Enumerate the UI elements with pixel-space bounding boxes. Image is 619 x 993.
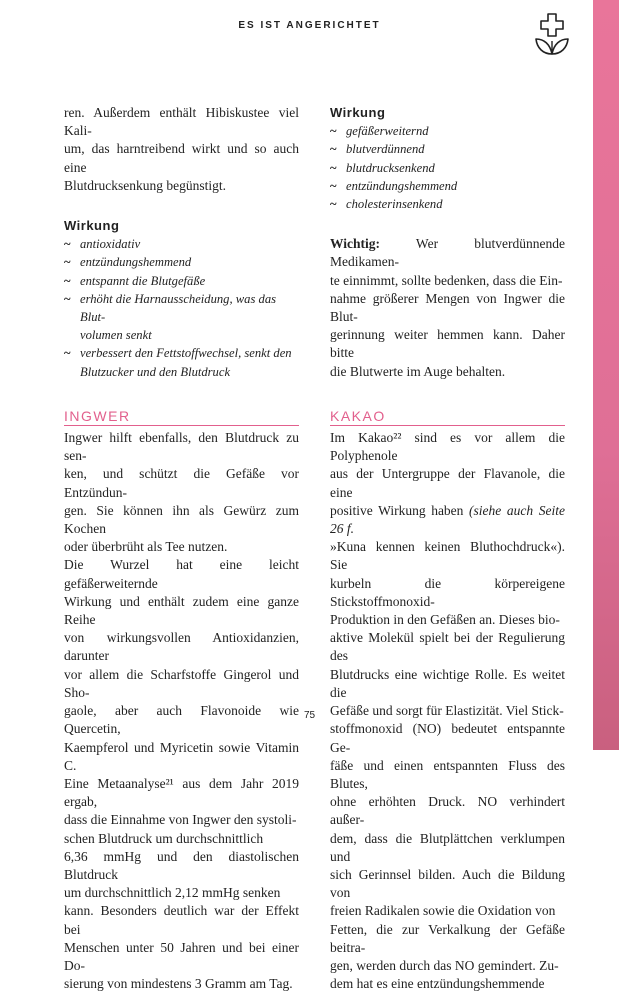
tilde-bullet-icon: ~ xyxy=(330,197,337,212)
text-line: »Kuna kennen keinen Bluthochdruck«). Sie xyxy=(330,539,565,573)
wichtig-label: Wichtig: xyxy=(330,236,380,252)
tilde-bullet-icon: ~ xyxy=(330,142,337,157)
text-line: entzündungshemmend xyxy=(346,178,458,193)
text-line: (siehe auch Seite 26 f. xyxy=(330,502,565,537)
tilde-bullet-icon: ~ xyxy=(64,237,71,252)
text-line: gaole, aber auch Flavonoide wie Quercetin, xyxy=(64,703,299,737)
list-item xyxy=(330,195,565,213)
text-line: ken, und schützt die Gefäße vor Entzündun- xyxy=(64,466,299,500)
page-edge-stripe xyxy=(593,0,619,750)
tilde-bullet-icon: ~ xyxy=(330,178,337,193)
text-line: ren. Außerdem enthält Hibiskustee viel Kali- xyxy=(64,105,299,139)
text-line: fäße und einen entspannten Fluss des Blutes, xyxy=(330,757,565,791)
tilde-bullet-icon: ~ xyxy=(330,124,337,139)
list-item xyxy=(64,253,299,271)
text-line: Die Wurzel hat eine leicht gefäßerweiternde xyxy=(64,557,299,591)
text-line: antioxidativ xyxy=(80,237,141,252)
text-line: aktive Molekül spielt bei der Regulierung des xyxy=(330,630,565,664)
list-item xyxy=(330,177,565,195)
text-line: oder überbrüht als Tee nutzen. xyxy=(64,539,228,555)
text-line: 6,36 mmHg und den diastolischen Blutdruck xyxy=(64,848,299,882)
list-item xyxy=(330,159,565,177)
text-line: stoffmonoxid (NO) bedeutet entspannte Ge- xyxy=(330,721,565,755)
text-line: Blutzucker und den Blutdruck xyxy=(80,364,231,379)
left-column xyxy=(64,104,299,993)
text-line: Gefäße und sorgt für Elastizität. Viel Stick- xyxy=(330,703,564,719)
tilde-bullet-icon: ~ xyxy=(64,346,71,361)
text-line: ohne erhöhten Druck. NO verhindert außer- xyxy=(330,794,565,828)
wirkung-heading: Wirkung xyxy=(330,105,386,120)
list-item xyxy=(330,140,565,158)
text-line: sich Gerinnsel bilden. Auch die Bildung von xyxy=(330,866,565,901)
text-line: Blutdrucksenkung begünstigt. xyxy=(64,177,226,193)
list-item xyxy=(64,344,299,380)
text-line: dem, dass die Blutplättchen verklumpen und xyxy=(330,830,565,864)
text-line: Fetten, die zur Verkalkung der Gefäße beitra- xyxy=(330,921,565,955)
section-rule xyxy=(330,425,565,426)
text-line: vor allem die Scharfstoffe Gingerol und Sho- xyxy=(64,666,299,700)
text-line: gerinnung weiter hemmen kann. Daher bitte xyxy=(330,327,565,361)
text-line: nahme größerer Mengen von Ingwer die Blut- xyxy=(330,290,565,325)
text-line: entspannt die Blutgefäße xyxy=(80,273,206,288)
text-line: gen, werden durch das NO gemindert. Zu- xyxy=(330,957,559,973)
text-line: Produktion in den Gefäßen an. Dieses bio- xyxy=(330,612,560,628)
text-line: positive Wirkung haben xyxy=(330,502,470,518)
text-line: sierung von mindestens 3 Gramm am Tag. xyxy=(64,976,293,992)
list-item xyxy=(330,122,565,140)
text-line: gefäßerweiternd xyxy=(346,124,429,139)
page-number: 75 xyxy=(303,710,316,721)
text-line: dem hat es eine entzündungshemmende xyxy=(330,976,545,992)
text-line: Wirkung und enthält zudem eine ganze Reihe xyxy=(64,593,299,628)
list-item xyxy=(64,272,299,290)
text-line: blutverdünnend xyxy=(346,142,425,157)
text-line: blutdrucksenkend xyxy=(346,160,435,175)
text-line: verbessert den Fettstoffwechsel, senkt den xyxy=(80,346,292,361)
list-item xyxy=(64,235,299,253)
wirkung-list xyxy=(330,122,565,213)
intro-paragraph xyxy=(64,104,299,195)
text-line: von wirkungsvollen Antioxidanzien, darunter xyxy=(64,630,299,664)
text-line: die Blutwerte im Auge behalten. xyxy=(330,363,506,379)
text-line: erhöht die Harnausscheidung, was das Blut- xyxy=(80,291,277,325)
text-line: um, das harntreibend wirkt und so auch eine xyxy=(64,141,299,175)
section-title-ingwer: INGWER xyxy=(64,407,131,424)
tilde-bullet-icon: ~ xyxy=(64,273,71,288)
text-line: schen Blutdruck um durchschnittlich xyxy=(64,830,264,846)
text-line: kurbeln die körpereigene Stickstoffmonoxid- xyxy=(330,575,565,609)
text-line: Im Kakao²² sind es vor allem die Polyphenole xyxy=(330,430,565,464)
text-line: te einnimmt, sollte bedenken, dass die Ein- xyxy=(330,272,563,288)
text-line: dass die Einnahme von Ingwer den systoli- xyxy=(64,812,297,828)
wirkung-heading: Wirkung xyxy=(64,218,120,234)
text-line: entzündungshemmend xyxy=(80,255,192,270)
cross-leaf-icon xyxy=(533,10,571,56)
wichtig-paragraph xyxy=(330,235,565,381)
text-line: Menschen unter 50 Jahren und bei einer Do- xyxy=(64,939,299,973)
wirkung-list xyxy=(64,235,299,381)
text-line: cholesterinsenkend xyxy=(346,197,443,212)
running-header: ES IST ANGERICHTET xyxy=(238,20,381,31)
text-line: gen. Sie können ihn als Gewürz zum Kochen xyxy=(64,502,299,537)
text-line: volumen senkt xyxy=(80,328,152,343)
section-rule xyxy=(64,425,299,426)
tilde-bullet-icon: ~ xyxy=(64,291,71,306)
tilde-bullet-icon: ~ xyxy=(64,255,71,270)
text-line: Kaempferol und Myricetin sowie Vitamin C. xyxy=(64,739,299,773)
right-column xyxy=(330,104,565,993)
text-line: Eine Metaanalyse²¹ aus dem Jahr 2019 ergab, xyxy=(64,775,299,810)
text-line: freien Radikalen sowie die Oxidation von xyxy=(330,903,556,919)
text-line: Ingwer hilft ebenfalls, den Blutdruck zu sen- xyxy=(64,430,299,464)
list-item xyxy=(64,290,299,345)
text-line: Wer blutverdünnende Medikamen- xyxy=(330,236,565,270)
section-title-kakao: KAKAO xyxy=(330,407,386,424)
text-line: kann. Besonders deutlich war der Effekt bei xyxy=(64,903,299,937)
text-line: aus der Untergruppe der Flavanole, die eine xyxy=(330,466,565,500)
tilde-bullet-icon: ~ xyxy=(330,160,337,175)
text-line: Blutdrucks eine wichtige Rolle. Es weitet die xyxy=(330,666,565,700)
text-line: um durchschnittlich 2,12 mmHg senken xyxy=(64,885,281,901)
